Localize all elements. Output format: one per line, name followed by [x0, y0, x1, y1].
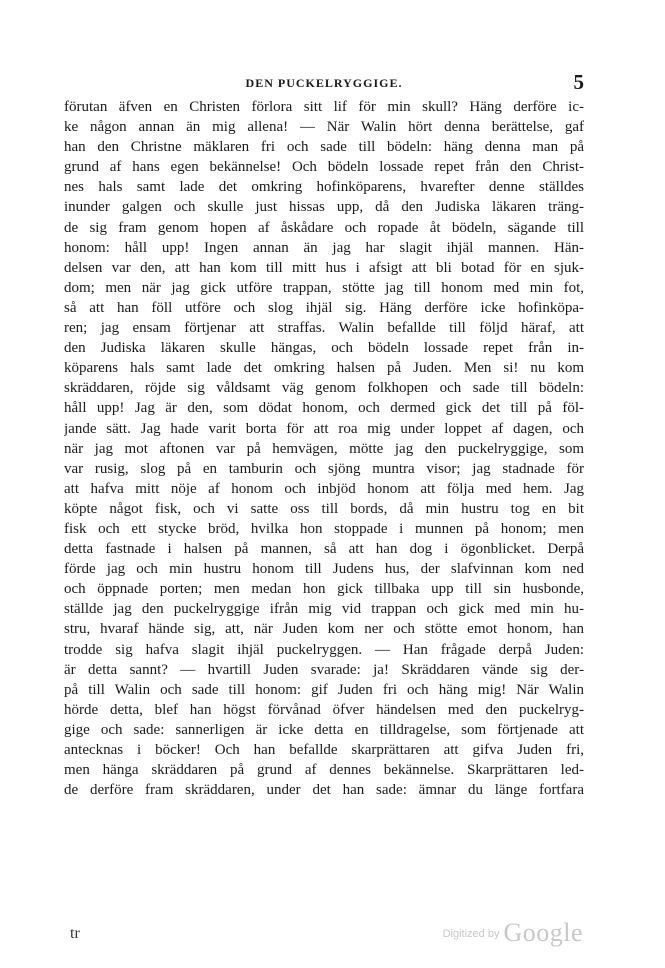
text-line: var rusig, slog på en tamburin och sjöng muntra visor; jag stadnade för — [64, 460, 584, 477]
text-line: han den Christne mäklaren fri och sade till bödeln: häng denna man på — [64, 139, 584, 156]
text-line: att hafva mitt nöje af honom och inbjöd honom att följa med hem. Jag — [64, 480, 584, 497]
text-line: ke någon annan än mig allena! — När Walin hört denna berättelse, gaf — [64, 119, 584, 136]
text-line: trodde sig hafva slagit ihjäl puckelryggen. — Han frågade derpå Juden: — [64, 641, 584, 658]
text-line: köpte något fisk, och vi satte oss till bords, då min hustru tog en bit — [64, 500, 584, 517]
text-line: de sig fram genom hopen af åskådare och ropade åt bödeln, sägande till — [64, 219, 584, 236]
text-line: fisk och ett stycke bröd, hvilka hon stoppade i munnen på honom; men — [64, 520, 584, 537]
text-line: hörde detta, blef han högst förvånad öfver händelsen med den puckelryg- — [64, 701, 584, 718]
digitized-by-label: Digitized by — [442, 928, 500, 940]
page-number: 5 — [573, 70, 584, 94]
text-line: detta fastnade i halsen på mannen, så att han dog i ögonblicket. Derpå — [64, 541, 584, 558]
text-line: så att han föll utföre och slog ihjäl sig. Häng derföre icke hofinköpa- — [64, 299, 584, 316]
body-text — [64, 97, 584, 800]
text-line: är detta sannt? — hvartill Juden svarade: ja! Skräddaren vände sig der- — [64, 661, 584, 678]
text-line: honom: håll upp! Ingen annan än jag har slagit ihjäl mannen. Hän- — [64, 239, 584, 256]
text-line: stru, hvaraf hände sig, att, när Juden kom ner och stötte emot honom, han — [64, 621, 584, 638]
running-title: DEN PUCKELRYGGIGE. — [245, 76, 403, 90]
text-line: ren; jag ensam förtjenar att straffas. Walin befallde till följd häraf, att — [64, 320, 584, 337]
running-head — [64, 70, 584, 94]
text-line: men hänga skräddaren på grund af dennes bekännelse. Skarprättaren led- — [64, 762, 584, 779]
text-line: skräddaren, röjde sig våldsamt väg genom folkhopen och sade till bödeln: — [64, 380, 584, 397]
digitized-watermark — [443, 918, 583, 948]
text-line: grund af hans egen bekännelse! Och bödeln lossade repet från den Christ- — [64, 159, 584, 176]
footer-signature-mark: tr — [70, 925, 80, 942]
text-line: antecknas i böcker! Och han befallde skarprättaren att gifva Juden fri, — [64, 742, 584, 758]
text-line: och öppnade porten; men medan hon gick tillbaka upp till sin husbonde, — [64, 581, 584, 598]
text-line: inunder galgen och skulle just hissas upp, då den Judiska läkaren träng- — [64, 199, 584, 216]
text-line: jande sätt. Jag hade varit borta för att roa mig under loppet af dagen, och — [64, 420, 584, 437]
google-logo: Google — [503, 918, 583, 947]
text-line: delsen var den, att han kom till mitt hus i afsigt att bli botad för en sjuk- — [64, 259, 584, 276]
text-line: nes hals samt lade det omkring hofinköparens, hvarefter denne ställdes — [64, 179, 584, 196]
text-line: förutan äfven en Christen förlora sitt lif för min skull? Häng derföre ic- — [64, 99, 584, 115]
text-line: dom; men när jag gick utföre trappan, stötte jag till honom med min fot, — [64, 279, 584, 296]
text-line: ställde jag den puckelryggige ifrån mig vid trappan och gick med min hu- — [64, 601, 584, 618]
text-line: håll upp! Jag är den, som dödat honom, och dermed gick det till på föl- — [64, 400, 584, 417]
text-line: gige och sade: sannerligen är icke detta en tilldragelse, som förtjenade att — [64, 721, 584, 738]
text-line: de derföre fram skräddaren, under det han sade: ämnar du länge fortfara — [64, 782, 584, 799]
text-line: den Judiska läkaren skulle hängas, och bödeln lossade repet från in- — [64, 340, 584, 357]
text-line: på till Walin och sade till honom: gif Juden fri och häng mig! När Walin — [64, 681, 584, 698]
text-line: när jag mot aftonen var på hemvägen, mötte jag den puckelryggige, som — [64, 440, 584, 457]
text-line: köparens hals samt lade det omkring halsen på Juden. Men si! nu kom — [64, 360, 584, 377]
text-line: förde jag och min hustru honom till Judens hus, der slafvinnan kom ned — [64, 561, 584, 578]
